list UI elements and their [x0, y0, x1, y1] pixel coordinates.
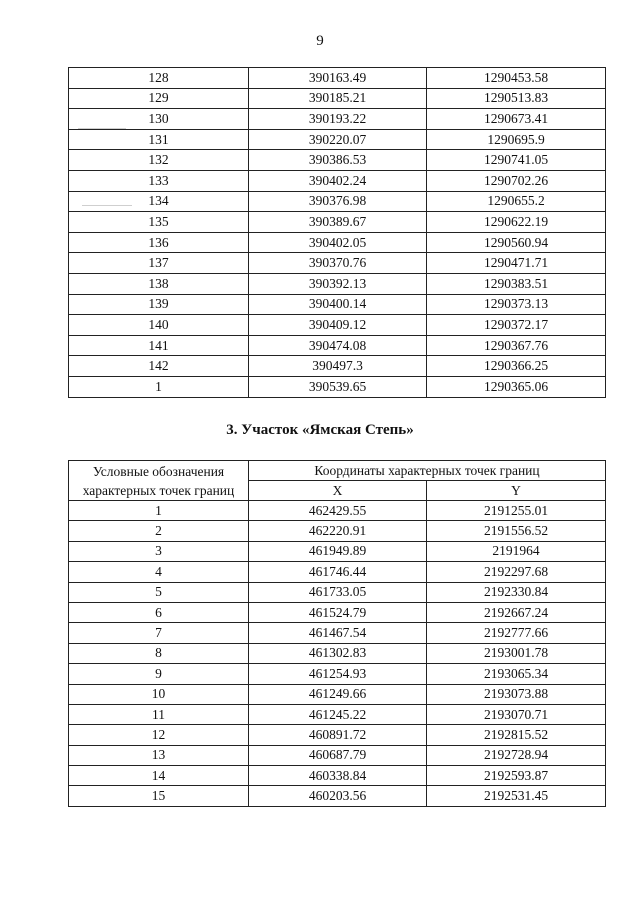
y-coordinate-cell: 2191255.01 — [427, 501, 606, 521]
point-number-cell: 2 — [69, 521, 249, 541]
x-coordinate-cell: 462429.55 — [249, 501, 427, 521]
x-coordinate-cell: 390370.76 — [249, 253, 427, 274]
x-coordinate-cell: 390402.24 — [249, 170, 427, 191]
y-coordinate-cell: 1290453.58 — [427, 68, 606, 89]
y-coordinate-cell: 2191556.52 — [427, 521, 606, 541]
y-coordinate-cell: 1290367.76 — [427, 335, 606, 356]
y-coordinate-cell: 1290373.13 — [427, 294, 606, 315]
scan-artifact — [78, 128, 126, 129]
point-number-cell: 3 — [69, 541, 249, 561]
y-coordinate-cell: 1290383.51 — [427, 273, 606, 294]
table-row — [69, 376, 606, 397]
table-row — [69, 294, 606, 315]
y-coordinate-cell: 1290702.26 — [427, 170, 606, 191]
x-coordinate-cell: 390539.65 — [249, 376, 427, 397]
table-row — [69, 212, 606, 233]
table-row — [69, 541, 606, 561]
page-number: 9 — [316, 33, 324, 49]
x-coordinate-cell: 390497.3 — [249, 356, 427, 377]
table-row — [69, 664, 606, 684]
table-row — [69, 170, 606, 191]
point-number-cell: 130 — [69, 109, 249, 130]
table-row — [69, 623, 606, 643]
y-coordinate-cell: 1290513.83 — [427, 88, 606, 109]
table-row — [69, 521, 606, 541]
x-coordinate-cell: 461245.22 — [249, 704, 427, 724]
coordinates-table-continued — [68, 67, 606, 398]
table-row — [69, 745, 606, 765]
table-row — [69, 684, 606, 704]
x-coordinate-cell: 390220.07 — [249, 129, 427, 150]
point-number-cell: 131 — [69, 129, 249, 150]
y-coordinate-cell: 2192728.94 — [427, 745, 606, 765]
point-number-cell: 134 — [69, 191, 249, 212]
point-number-cell: 9 — [69, 664, 249, 684]
x-coordinate-cell: 461254.93 — [249, 664, 427, 684]
point-number-cell: 132 — [69, 150, 249, 171]
point-number-cell: 5 — [69, 582, 249, 602]
x-coordinate-cell: 460203.56 — [249, 786, 427, 806]
point-number-cell: 136 — [69, 232, 249, 253]
coords-header-cell: Координаты характерных точек границ — [249, 461, 606, 481]
y-coordinate-cell: 2193001.78 — [427, 643, 606, 663]
table-row — [69, 232, 606, 253]
section-title: 3. Участок «Ямская Степь» — [226, 422, 414, 438]
point-number-cell: 137 — [69, 253, 249, 274]
table-row — [69, 786, 606, 806]
table-row — [69, 68, 606, 89]
x-coordinate-cell: 390402.05 — [249, 232, 427, 253]
point-number-cell: 11 — [69, 704, 249, 724]
coordinates-table-yamskaya-step-body — [69, 501, 606, 807]
table-row — [69, 562, 606, 582]
table-row — [69, 501, 606, 521]
x-coordinate-cell: 390474.08 — [249, 335, 427, 356]
y-coordinate-cell: 1290695.9 — [427, 129, 606, 150]
x-coordinate-cell: 390400.14 — [249, 294, 427, 315]
point-number-cell: 8 — [69, 643, 249, 663]
point-number-cell: 6 — [69, 602, 249, 622]
x-coordinate-cell: 461949.89 — [249, 541, 427, 561]
y-coordinate-cell: 2193065.34 — [427, 664, 606, 684]
x-coordinate-cell: 390386.53 — [249, 150, 427, 171]
y-coordinate-cell: 1290673.41 — [427, 109, 606, 130]
y-coordinate-cell: 1290366.25 — [427, 356, 606, 377]
x-header-cell: X — [249, 481, 427, 501]
table-row — [69, 725, 606, 745]
y-coordinate-cell: 1290741.05 — [427, 150, 606, 171]
y-coordinate-cell: 2192531.45 — [427, 786, 606, 806]
legend-header-line2: характерных точек границ — [82, 482, 235, 498]
point-number-cell: 14 — [69, 766, 249, 786]
y-coordinate-cell: 2193070.71 — [427, 704, 606, 724]
y-coordinate-cell: 1290372.17 — [427, 315, 606, 336]
x-coordinate-cell: 462220.91 — [249, 521, 427, 541]
y-coordinate-cell: 2192667.24 — [427, 602, 606, 622]
y-coordinate-cell: 2192330.84 — [427, 582, 606, 602]
legend-header-cell — [69, 461, 249, 501]
coordinates-table-yamskaya-step — [68, 460, 606, 807]
table-row — [69, 88, 606, 109]
point-number-cell: 10 — [69, 684, 249, 704]
x-coordinate-cell: 390185.21 — [249, 88, 427, 109]
table-row — [69, 129, 606, 150]
y-header-cell: Y — [427, 481, 606, 501]
y-coordinate-cell: 2191964 — [427, 541, 606, 561]
point-number-cell: 139 — [69, 294, 249, 315]
y-coordinate-cell: 1290622.19 — [427, 212, 606, 233]
table-row — [69, 335, 606, 356]
point-number-cell: 4 — [69, 562, 249, 582]
table-row — [69, 602, 606, 622]
point-number-cell: 138 — [69, 273, 249, 294]
table-row — [69, 704, 606, 724]
x-coordinate-cell: 460338.84 — [249, 766, 427, 786]
point-number-cell: 7 — [69, 623, 249, 643]
x-coordinate-cell: 461249.66 — [249, 684, 427, 704]
x-coordinate-cell: 390409.12 — [249, 315, 427, 336]
x-coordinate-cell: 390193.22 — [249, 109, 427, 130]
y-coordinate-cell: 1290655.2 — [427, 191, 606, 212]
table-row — [69, 356, 606, 377]
coordinates-table-continued-body — [69, 68, 606, 398]
table-row — [69, 315, 606, 336]
y-coordinate-cell: 2193073.88 — [427, 684, 606, 704]
y-coordinate-cell: 2192297.68 — [427, 562, 606, 582]
table-row — [69, 109, 606, 130]
table-row — [69, 766, 606, 786]
y-coordinate-cell: 2192593.87 — [427, 766, 606, 786]
x-coordinate-cell: 461524.79 — [249, 602, 427, 622]
point-number-cell: 133 — [69, 170, 249, 191]
x-coordinate-cell: 460687.79 — [249, 745, 427, 765]
point-number-cell: 1 — [69, 376, 249, 397]
y-coordinate-cell: 1290560.94 — [427, 232, 606, 253]
x-coordinate-cell: 390392.13 — [249, 273, 427, 294]
y-coordinate-cell: 1290471.71 — [427, 253, 606, 274]
point-number-cell: 13 — [69, 745, 249, 765]
x-coordinate-cell: 390389.67 — [249, 212, 427, 233]
point-number-cell: 129 — [69, 88, 249, 109]
table-row — [69, 273, 606, 294]
x-coordinate-cell: 461467.54 — [249, 623, 427, 643]
point-number-cell: 140 — [69, 315, 249, 336]
point-number-cell: 15 — [69, 786, 249, 806]
scan-artifact — [82, 205, 132, 206]
table-row — [69, 191, 606, 212]
point-number-cell: 142 — [69, 356, 249, 377]
y-coordinate-cell: 2192815.52 — [427, 725, 606, 745]
legend-header-line1: Условные обозначения — [92, 463, 225, 479]
y-coordinate-cell: 1290365.06 — [427, 376, 606, 397]
point-number-cell: 12 — [69, 725, 249, 745]
x-coordinate-cell: 461746.44 — [249, 562, 427, 582]
y-coordinate-cell: 2192777.66 — [427, 623, 606, 643]
point-number-cell: 1 — [69, 501, 249, 521]
x-coordinate-cell: 461302.83 — [249, 643, 427, 663]
point-number-cell: 135 — [69, 212, 249, 233]
x-coordinate-cell: 390163.49 — [249, 68, 427, 89]
table-row — [69, 582, 606, 602]
x-coordinate-cell: 461733.05 — [249, 582, 427, 602]
point-number-cell: 141 — [69, 335, 249, 356]
x-coordinate-cell: 390376.98 — [249, 191, 427, 212]
table-row — [69, 643, 606, 663]
table-row — [69, 150, 606, 171]
table-row — [69, 253, 606, 274]
point-number-cell: 128 — [69, 68, 249, 89]
x-coordinate-cell: 460891.72 — [249, 725, 427, 745]
